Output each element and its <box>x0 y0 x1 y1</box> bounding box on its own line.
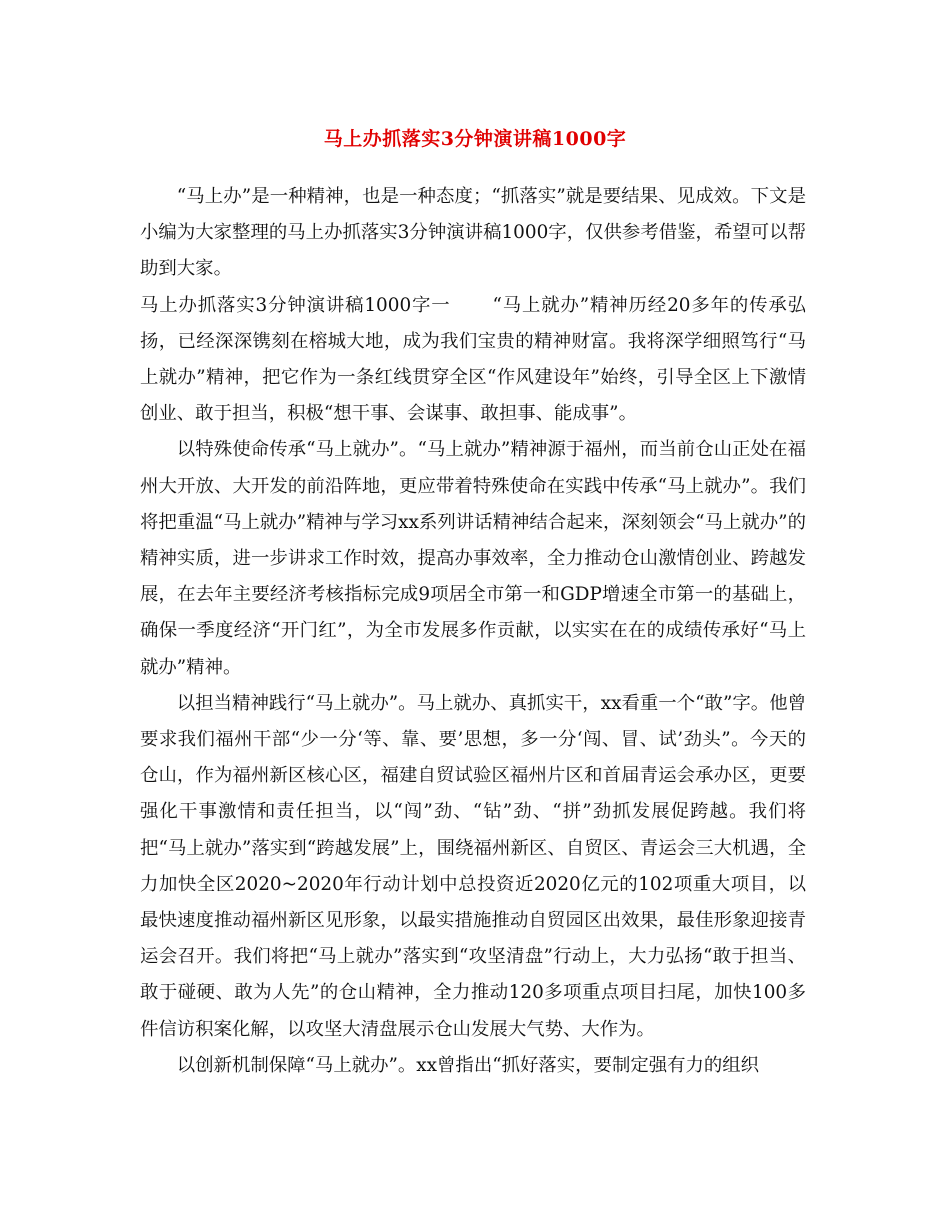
section-paragraph <box>140 288 806 433</box>
section-heading: 马上办抓落实3分钟演讲稿1000字一 <box>140 294 451 316</box>
body-paragraph-2: 以特殊使命传承“马上就办”。“马上就办”精神源于福州，而当前仓山正处在福州大开放、大开发的前沿阵地，更应带着特殊使命在实践中传承“马上就办”。我们将把重温“马上就办”精神与学习xx系列讲话精神结合起来，深刻领会“马上就办”的精神实质，进一步讲求工作时效，提高办事效率，全力推动仓山激情创业、跨越发展，在去年主要经济考核指标完成9项居全市第一和GDP增速全市第一的基础上，确保一季度经济“开门红”，为全市发展多作贡献，以实实在在的成绩传承好“马上就办”精神。 <box>140 439 806 678</box>
body-paragraph-3: 以担当精神践行“马上就办”。马上就办、真抓实干，xx看重一个“敢”字。他曾要求我们福州干部“少一分‘等、靠、要’思想，多一分‘闯、冒、试’劲头”。今天的仓山，作为福州新区核心区，福建自贸试验区福州片区和首届青运会承办区，更要强化干事激情和责任担当，以“闯”劲、“钻”劲、“拼”劲抓发展促跨越。我们将把“马上就办”落实到“跨越发展”上，围绕福州新区、自贸区、青运会三大机遇，全力加快全区2020~2020年行动计划中总投资近2020亿元的102项重大项目，以最快速度推动福州新区见形象，以最实措施推动自贸园区出效果，最佳形象迎接青运会召开。我们将把“马上就办”落实到“攻坚清盘”行动上，大力弘扬“敢于担当、敢于碰硬、敢为人先”的仓山精神，全力推动120多项重点项目扫尾，加快100多件信访积案化解，以攻坚大清盘展示仓山发展大气势、大作为。 <box>140 692 806 1040</box>
section-first-paragraph: “马上就办”精神历经20多年的传承弘扬，已经深深镌刻在榕城大地，成为我们宝贵的精神财富。我将深学细照笃行“马上就办”精神，把它作为一条红线贯穿全区“作风建设年”始终，引导全区上下激情创业、敢于担当，积极“想干事、会谋事、敢担事、能成事”。 <box>140 294 806 425</box>
document-body <box>140 179 806 1084</box>
body-paragraph-4: 以创新机制保障“马上就办”。xx曾指出“抓好落实，要制定强有力的组织 <box>176 1054 760 1076</box>
document-title: 马上办抓落实3分钟演讲稿1000字 <box>323 128 627 150</box>
intro-paragraph: “马上办”是一种精神，也是一种态度；“抓落实”就是要结果、见成效。下文是小编为大家整理的马上办抓落实3分钟演讲稿1000字，仅供参考借鉴，希望可以帮助到大家。 <box>140 186 806 280</box>
